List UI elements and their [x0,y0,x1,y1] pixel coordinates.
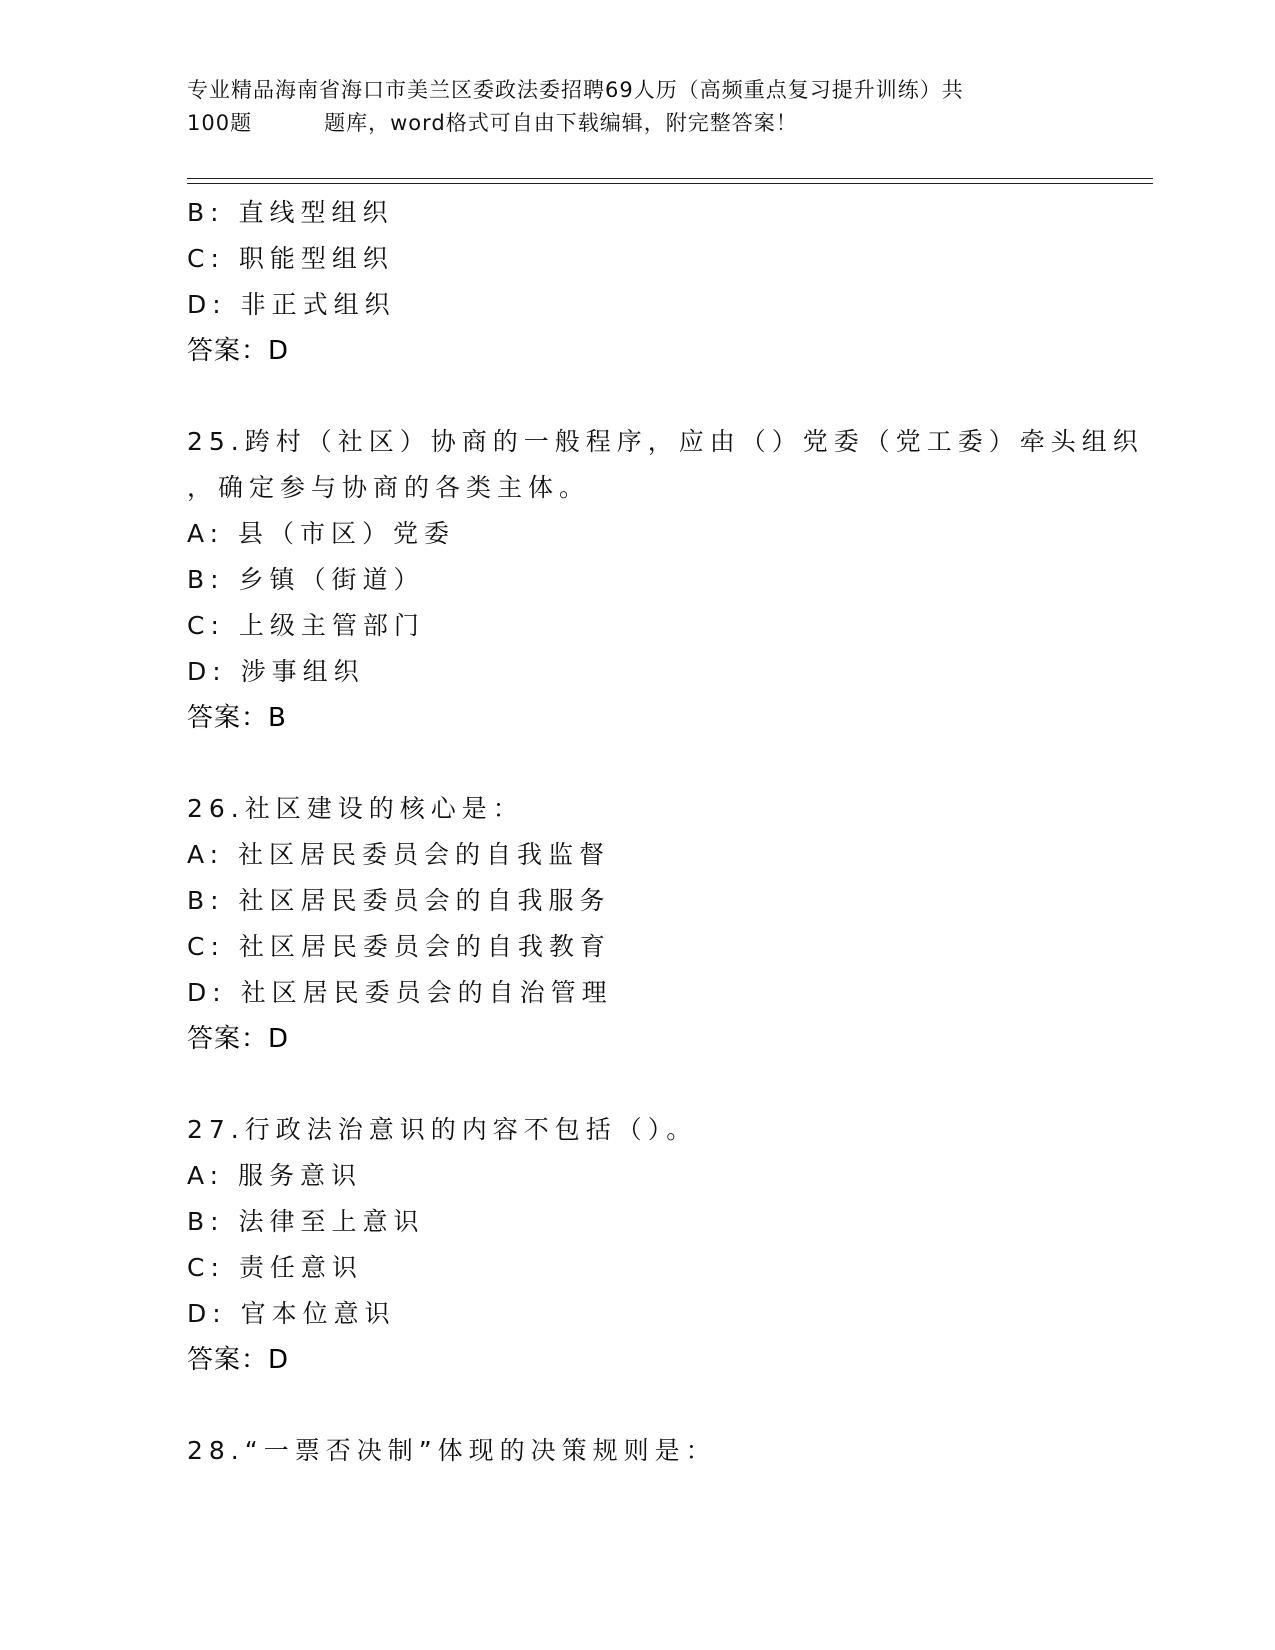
question-27 [187,1107,1087,1383]
question-stem: 28.“一票否决制”体现的决策规则是： [187,1436,717,1465]
option-a: A: 县（市区）党委 [187,519,456,548]
question-26 [187,786,1087,1062]
question-25 [187,419,1144,741]
option-c: C: 职能型组织 [187,244,394,273]
header-description: 题库，word格式可自由下载编辑，附完整答案！ [324,111,798,135]
option-d: D: 社区居民委员会的自治管理 [187,978,613,1007]
answer: 答案：D [187,1024,290,1054]
option-b: B: 法律至上意识 [187,1207,425,1236]
question-stem: 26.社区建设的核心是： [187,794,524,823]
header-title-line-2 [187,107,1087,140]
option-b: B: 社区居民委员会的自我服务 [187,886,611,915]
question-28 [187,1428,1087,1474]
option-d: D: 非正式组织 [187,290,396,319]
question-list [187,190,1144,1474]
question-stem: 25.跨村（社区）协商的一般程序，应由（）党委（党工委）牵头组织 [187,427,1144,456]
option-d: D: 涉事组织 [187,657,365,686]
answer: 答案：B [187,703,287,733]
option-c: C: 社区居民委员会的自我教育 [187,932,611,961]
header-question-count: 100题 [187,111,253,135]
header-divider-bottom [187,183,1153,184]
document-header [187,74,1087,140]
option-c: C: 责任意识 [187,1253,363,1282]
option-b: B: 直线型组织 [187,198,394,227]
option-a: A: 服务意识 [187,1161,363,1190]
question-stem-continued: ，确定参与协商的各类主体。 [187,473,591,502]
option-d: D: 官本位意识 [187,1299,396,1328]
option-c: C: 上级主管部门 [187,611,425,640]
option-a: A: 社区居民委员会的自我监督 [187,840,611,869]
answer: 答案：D [187,1345,290,1375]
answer: 答案：D [187,336,290,366]
header-title-line-1: 专业精品海南省海口市美兰区委政法委招聘69人历（高频重点复习提升训练）共 [187,78,964,102]
option-b: B: 乡镇（街道） [187,565,425,594]
header-divider-top [187,178,1153,179]
question-24-tail [187,190,1087,374]
question-stem: 27.行政法治意识的内容不包括（）。 [187,1115,698,1144]
